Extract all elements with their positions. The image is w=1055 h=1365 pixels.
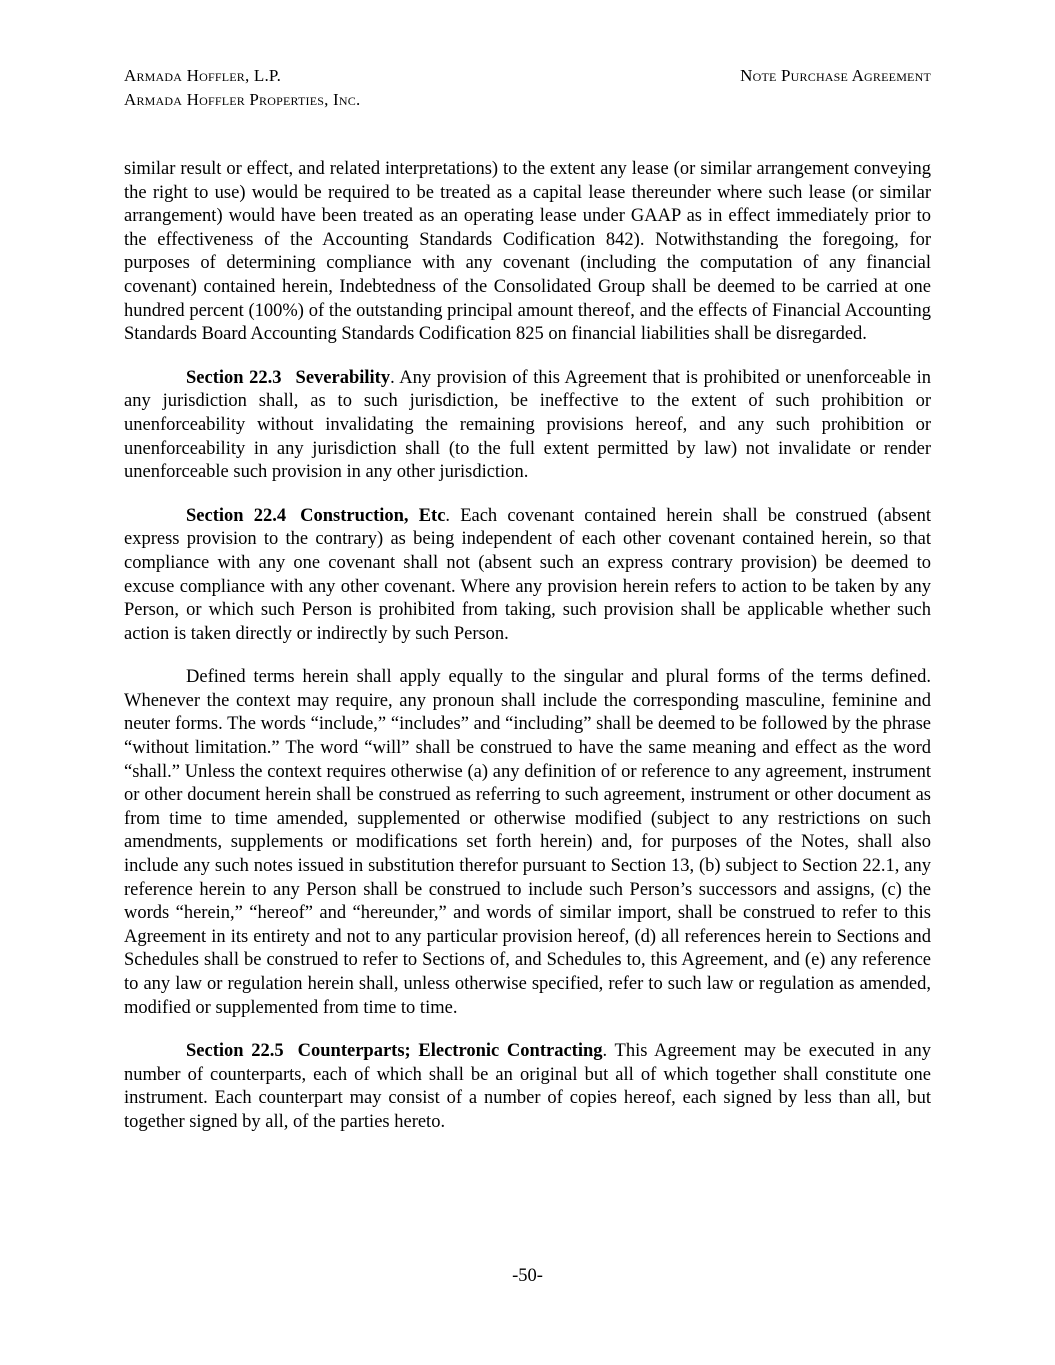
- header-company-1: Armada Hoffler, L.P.: [124, 66, 282, 85]
- section-text: . Any provision of this Agreement that is prohibited or unenforceable in any jurisdiction shall, as to such jurisdiction, be ineffective to the extent of such prohibition or unenforceability without invalidating the remaining provisions hereof, and any such prohibition or unenforceability in any jurisdiction shall (to the full extent permitted by law) not invalidate or render unenforceable such provision in any other jurisdiction.: [124, 367, 931, 483]
- section-number: Section 22.4: [186, 505, 287, 526]
- section-number: Section 22.3: [186, 367, 282, 388]
- section-title: Severability: [295, 367, 391, 388]
- section-22-4: [124, 505, 931, 647]
- section-22-3: [124, 367, 931, 485]
- page-number: -50-: [512, 1266, 543, 1286]
- section-number: Section 22.5: [186, 1041, 284, 1062]
- section-text: . This Agreement may be executed in any number of counterparts, each of which shall be an original but all of which together shall constitute one instrument. Each counterpart may consist of a number of copies hereof, each signed by less than all, but together signed by all, of the parties hereto.: [124, 1041, 931, 1132]
- paragraph-continuation: similar result or effect, and related interpretations) to the extent any lease (or similar arrangement conveying the right to use) would be required to be treated as a capital lease thereunder where such lease (or similar arrangement) would have been treated as an operating lease under GAAP as in effect immediately prior to the effectiveness of the Accounting Standards Codification 842). Notwithstanding the foregoing, for purposes of determining compliance with any covenant (including the computation of any financial covenant) contained herein, Indebtedness of the Consolidated Group shall be deemed to be carried at one hundred percent (100%) of the outstanding principal amount thereof, and the effects of Financial Accounting Standards Board Accounting Standards Codification 825 on financial liabilities shall be disregarded.: [124, 159, 931, 345]
- section-22-5: [124, 1040, 931, 1134]
- document-body: [124, 158, 931, 1155]
- paragraph-defined-terms: Defined terms herein shall apply equally to the singular and plural forms of the terms defined. Whenever the context may require, any pronoun shall include the corresponding masculine, feminine and neuter forms. The words “include,” “includes” and “including” shall be deemed to be followed by the phrase “without limitation.” The word “will” shall be construed to have the same meaning and effect as the word “shall.” Unless the context requires otherwise (a) any definition of or reference to any agreement, instrument or other document herein shall be construed as referring to such agreement, instrument or other document as from time to time amended, supplemented or otherwise modified (subject to any restrictions on such amendments, supplements or modifications set forth herein) and, for purposes of the Notes, shall also include any such notes issued in substitution therefor pursuant to Section 13, (b) subject to Section 22.1, any reference herein to any Person shall be construed to include such Person’s successors and assigns, (c) the words “herein,” “hereof” and “hereunder,” and words of similar import, shall be construed to refer to this Agreement in its entirety and not to any particular provision hereof, (d) all references herein to Sections and Schedules shall be construed to refer to Sections of, and Schedules to, this Agreement, and (e) any reference to any law or regulation herein shall, unless otherwise specified, refer to such law or regulation as amended, modified or supplemented from time to time.: [124, 667, 931, 1018]
- header-company-2: Armada Hoffler Properties, Inc.: [124, 90, 361, 109]
- header-document-title: Note Purchase Agreement: [740, 66, 931, 85]
- section-title: Counterparts; Electronic Contracting: [297, 1041, 603, 1062]
- header-left: [124, 64, 360, 112]
- section-text: . Each covenant contained herein shall be construed (absent express provision to the contrary) as being independent of each other covenant contained herein, so that compliance with any one covenant shall not (absent such an express contrary provision) be deemed to excuse compliance with any other covenant. Where any provision herein refers to action to be taken by any Person, or which such Person is prohibited from taking, such provision shall be applicable whether such action is taken directly or indirectly by such Person.: [124, 505, 931, 644]
- section-title: Construction, Etc: [300, 505, 446, 526]
